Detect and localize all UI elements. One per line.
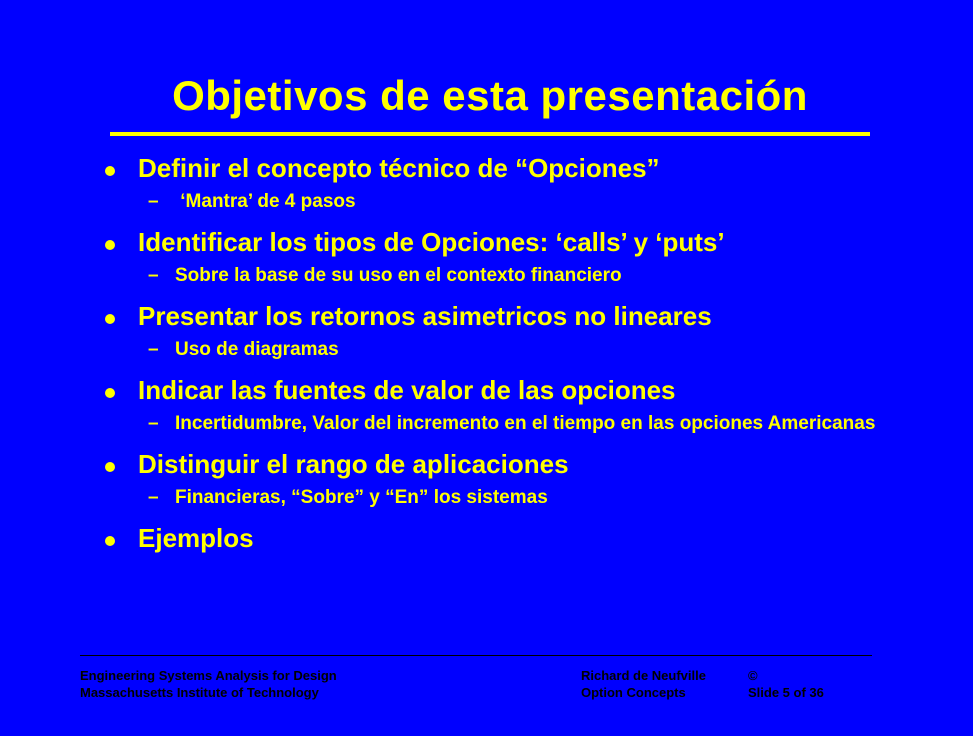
sub-bullet-item — [105, 486, 895, 510]
sub-bullet-text: Financieras, “Sobre” y “En” los sistemas — [175, 487, 548, 508]
footer-author-block — [581, 667, 706, 701]
bullet-list — [105, 152, 895, 560]
dash-icon: – — [148, 191, 159, 212]
slide-number: Slide 5 of 36 — [748, 685, 824, 700]
bullet-dot-icon — [105, 240, 115, 250]
dash-icon: – — [148, 339, 159, 360]
bullet-item — [105, 448, 895, 480]
bullet-dot-icon — [105, 388, 115, 398]
dash-icon: – — [148, 487, 159, 508]
footer-course — [80, 667, 337, 701]
footer-slide-info — [748, 667, 824, 701]
dash-icon: – — [148, 413, 159, 434]
copyright-icon: © — [748, 668, 758, 683]
footer-author: Richard de Neufville — [581, 668, 706, 683]
sub-bullet-text: Incertidumbre, Valor del incremento en el tiempo en las opciones Americanas — [175, 413, 876, 434]
bullet-text: Distinguir el rango de aplicaciones — [138, 449, 569, 479]
sub-bullet-item — [105, 190, 895, 214]
bullet-text: Identificar los tipos de Opciones: ‘calls’ y ‘puts’ — [138, 227, 725, 257]
sub-bullet-text: Uso de diagramas — [175, 339, 339, 360]
sub-bullet-item — [105, 412, 895, 436]
bullet-text: Presentar los retornos asimetricos no lineares — [138, 301, 712, 331]
bullet-dot-icon — [105, 462, 115, 472]
sub-bullet-item — [105, 264, 895, 288]
bullet-item — [105, 300, 895, 332]
bullet-item — [105, 374, 895, 406]
sub-bullet-item — [105, 338, 895, 362]
footer-divider — [80, 655, 872, 656]
footer-institution: Massachusetts Institute of Technology — [80, 685, 319, 700]
bullet-dot-icon — [105, 314, 115, 324]
footer-topic: Option Concepts — [581, 685, 686, 700]
bullet-text: Definir el concepto técnico de “Opciones” — [138, 153, 660, 183]
dash-icon: – — [148, 265, 159, 286]
bullet-item — [105, 152, 895, 184]
slide-title: Objetivos de esta presentación — [172, 72, 808, 119]
sub-bullet-text: Sobre la base de su uso en el contexto financiero — [175, 265, 622, 286]
bullet-text: Indicar las fuentes de valor de las opciones — [138, 375, 676, 405]
bullet-dot-icon — [105, 166, 115, 176]
footer-course-name: Engineering Systems Analysis for Design — [80, 668, 337, 683]
bullet-dot-icon — [105, 536, 115, 546]
bullet-item — [105, 522, 895, 554]
bullet-text: Ejemplos — [138, 523, 254, 553]
title-underline — [110, 132, 870, 136]
bullet-item — [105, 226, 895, 258]
sub-bullet-text: ‘Mantra’ de 4 pasos — [175, 191, 356, 212]
